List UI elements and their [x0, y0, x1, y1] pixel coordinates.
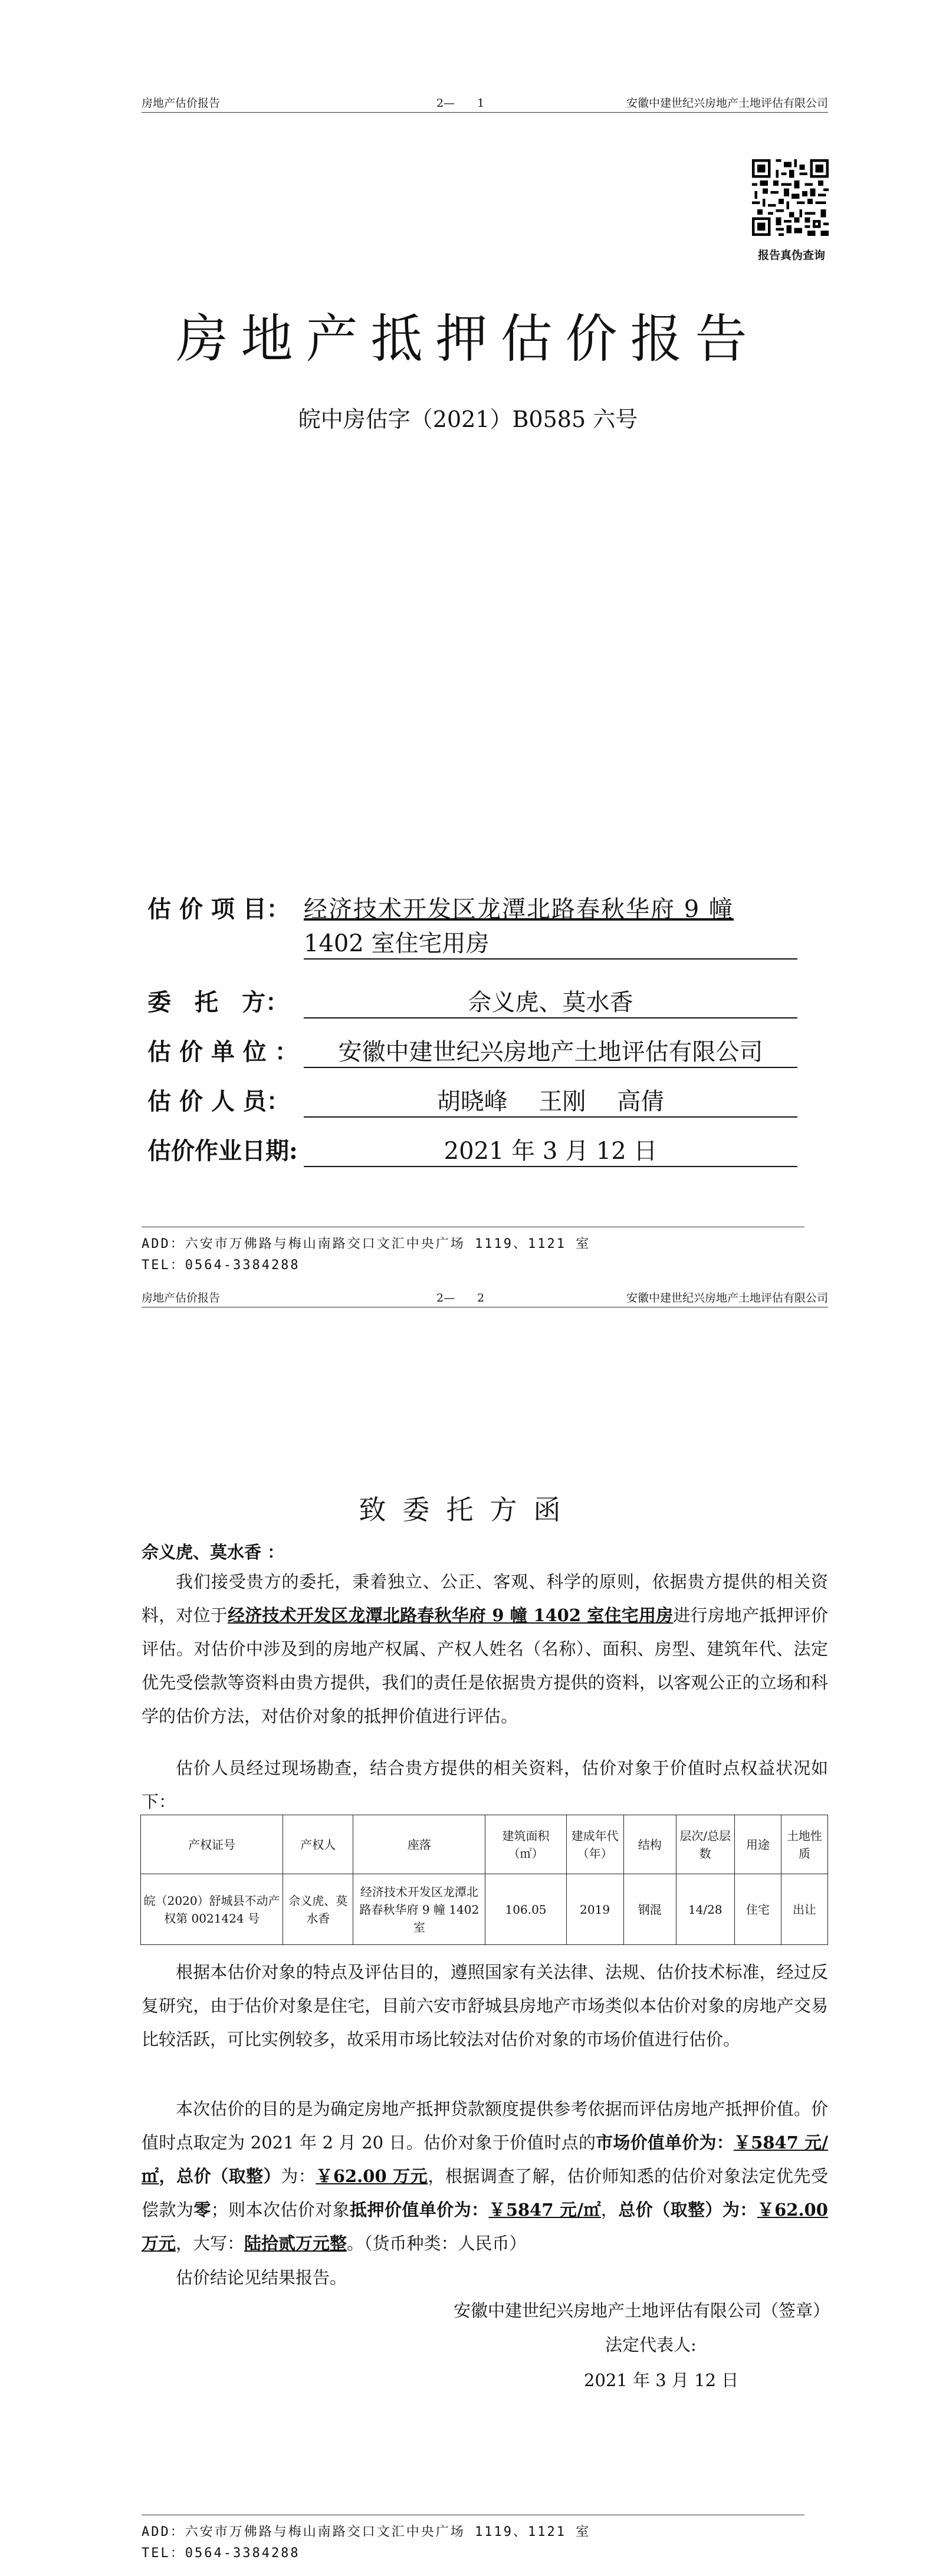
text-emphasis: 抵押价值单价为： [350, 2200, 489, 2220]
table-cell: 106.05 [485, 1874, 566, 1945]
property-table [140, 1815, 828, 1945]
paragraph-closing: 估价结论见结果报告。 [176, 2268, 347, 2288]
text-emphasis: 总价（取整） [176, 2166, 281, 2186]
field-label: 估价作业日期: [147, 1137, 298, 1165]
footer-telephone: TEL：0564-3384288 [142, 1258, 300, 1273]
paragraph-conclusion [142, 2092, 828, 2260]
signature-company: 安徽中建世纪兴房地产土地评估有限公司（签章） [453, 2301, 830, 2321]
header-page-number: 2— 1 [436, 97, 485, 110]
paragraph-status: 估价人员经过现场勘查，结合贵方提供的相关资料，估价对象于价值时点权益状况如下： [142, 1758, 828, 1812]
table-header-cell: 建成年代（年） [566, 1815, 623, 1874]
field-value: 佘义虎、莫水香 [304, 984, 797, 1018]
total-price: ￥62.00 万元 [316, 2166, 428, 2186]
letter-page [0, 1288, 936, 2576]
table-header-cell: 用途 [734, 1815, 781, 1874]
text: 。（货币种类：人民币） [347, 2233, 527, 2253]
field-value: 安徽中建世纪兴房地产土地评估有限公司 [304, 1033, 797, 1068]
document-number: 皖中房估字（2021）B0585 六号 [298, 406, 638, 432]
table-cell: 皖（2020）舒城县不动产权第 0021424 号 [141, 1874, 283, 1945]
unit-price: ￥5847 元/㎡ [142, 2133, 828, 2186]
field-label: 估 价 单 位 ： [147, 1038, 298, 1066]
header-company: 安徽中建世纪兴房地产土地评估有限公司 [626, 97, 828, 110]
field-label: 估 价 项 目： [147, 895, 290, 923]
field-appraiser-org [147, 1033, 796, 1066]
table-cell: 14/28 [676, 1874, 734, 1945]
letter-title: 致委托方函 [359, 1494, 577, 1526]
paragraph-method: 根据本估价对象的特点及评估目的，遵照国家有关法律、法规、估价技术标准，经过反复研究，由于估价对象是住宅，目前六安市舒城县房地产市场类似本估价对象的房地产交易比较活跃，可比实例较多，故采用市场比较法对估价对象的市场价值进行估价。 [142, 1962, 828, 2049]
text-emphasis: 市场价值单价为： [596, 2133, 734, 2153]
text: ；则本次估价对象 [211, 2200, 350, 2220]
header-company: 安徽中建世纪兴房地产土地评估有限公司 [626, 1292, 828, 1305]
footer-address: ADD：六安市万佛路与梅山南路交口文汇中央广场 1119、1121 室 [142, 2525, 591, 2539]
table-row [141, 1874, 828, 1945]
field-label: 委 托 方： [147, 988, 289, 1016]
text: ，根据调查了解，估价师知悉的估价对象法定优先受偿款为 [142, 2166, 828, 2220]
table-cell: 佘义虎、莫水香 [283, 1874, 353, 1945]
page-header [142, 1289, 828, 1307]
field-label: 估 价 人 员： [147, 1087, 290, 1115]
table-cell: 经济技术开发区龙潭北路春秋华府 9 幢 1402 室 [353, 1874, 485, 1945]
field-value: 胡晓峰 王刚 高倩 [304, 1083, 797, 1118]
header-left: 房地产估价报告 [142, 1292, 221, 1305]
table-cell: 住宅 [734, 1874, 781, 1945]
header-left: 房地产估价报告 [142, 97, 221, 110]
footer-telephone: TEL：0564-3384288 [142, 2546, 300, 2561]
amount-in-words: 陆拾贰万元整 [244, 2233, 347, 2253]
table-header-cell: 结构 [623, 1815, 676, 1874]
qr-code-icon[interactable] [752, 159, 829, 236]
table-header-cell: 产权人 [283, 1815, 353, 1874]
header-page-number: 2— 2 [436, 1292, 485, 1305]
field-appraisers [147, 1083, 796, 1116]
mortgage-total-price: ￥62.00 万元 [142, 2200, 828, 2253]
table-header-row [141, 1815, 828, 1874]
field-value: 2021 年 3 月 12 日 [304, 1132, 797, 1167]
text-emphasis: 经济技术开发区龙潭北路春秋华府 9 幢 1402 室住宅用房 [228, 1605, 674, 1625]
table-cell: 钢混 [623, 1874, 676, 1945]
text-emphasis: 总价（取整）为： [618, 2200, 757, 2220]
signature-representative: 法定代表人: [605, 2335, 697, 2355]
table-header-cell: 产权证号 [141, 1815, 283, 1874]
text: 为： [281, 2166, 316, 2186]
mortgage-unit-price: ￥5847 元/㎡ [488, 2200, 601, 2220]
text: ， [159, 2166, 177, 2186]
text: 本次估价的目的是为确定房地产抵押贷款额度提供参考依据而评估房地产抵押价值。价值时点取定为 2021 年 2 月 20 日。估价对象于价值时点的 [142, 2099, 828, 2153]
report-title: 房地产抵押估价报告 [176, 308, 760, 369]
qr-caption: 报告真伪查询 [757, 249, 825, 262]
text: ， [600, 2200, 619, 2220]
text: ，大写： [176, 2233, 245, 2253]
table-header-cell: 层次/总层数 [676, 1815, 734, 1874]
page-header [142, 94, 828, 113]
text: 我们接受贵方的委托，秉着独立、公正、客观、科学的原则，依据贵方提供的相关资料，对位于 [142, 1572, 828, 1625]
salutation: 佘义虎、莫水香 ： [142, 1542, 285, 1562]
table-cell: 出让 [781, 1874, 827, 1945]
table-header-cell: 座落 [353, 1815, 485, 1874]
text: 进行房地产抵押评价评估。对估价中涉及到的房地产权属、产权人姓名（名称）、面积、房型、建筑年代、法定优先受偿款等资料由贵方提供，我们的责任是依据贵方提供的资料，以客观公正的立场和科学的估价方法，对估价对象的抵押价值进行评估。 [142, 1605, 828, 1726]
field-work-date [147, 1132, 796, 1165]
paragraph-intro [142, 1565, 828, 1733]
field-client [147, 984, 796, 1017]
text-emphasis: 零 [193, 2200, 211, 2220]
signature-date: 2021 年 3 月 12 日 [584, 2370, 739, 2390]
field-value: 经济技术开发区龙潭北路春秋华府 9 幢 [304, 896, 734, 923]
field-value-line2: 1402 室住宅用房 [304, 925, 797, 960]
table-header-cell: 建筑面积（㎡） [485, 1815, 566, 1874]
footer-address: ADD：六安市万佛路与梅山南路交口文汇中央广场 1119、1121 室 [142, 1237, 591, 1251]
field-project [147, 891, 796, 955]
table-header-cell: 土地性质 [781, 1815, 827, 1874]
table-cell: 2019 [566, 1874, 623, 1945]
